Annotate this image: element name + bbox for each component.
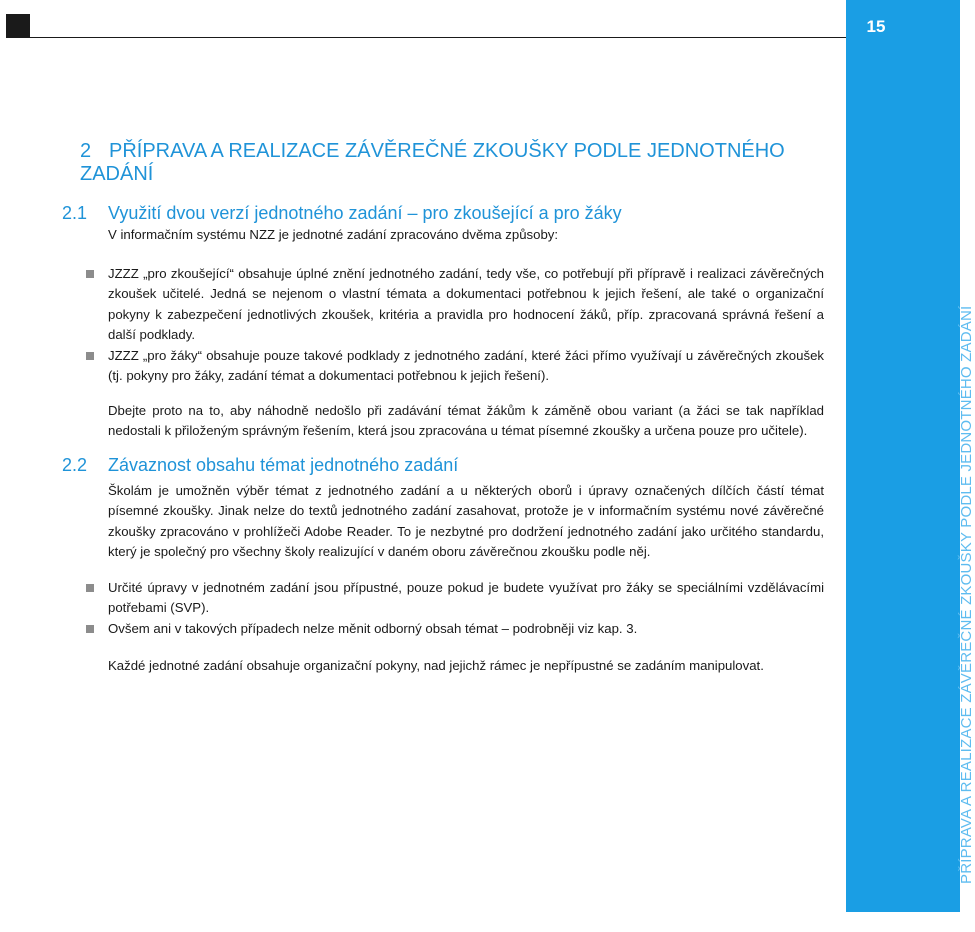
side-running-title: PŘÍPRAVA A REALIZACE ZÁVĚREČNÉ ZKOUŠKY PODLE JEDNOTNÉHO ZADÁNÍ [958, 305, 975, 884]
bullet-item-svp [108, 578, 824, 619]
side-color-band [846, 0, 960, 912]
modifications-bullet-list [108, 578, 824, 639]
page-number: 15 [866, 17, 886, 36]
section-title-2-1: Využití dvou verzí jednotného zadání – pro zkoušející a pro žáky [108, 203, 622, 223]
bullet-item-content [108, 619, 824, 639]
section-title-2-2: Závaznost obsahu témat jednotného zadání [108, 455, 459, 475]
section-number-2-2: 2.2 [62, 455, 88, 475]
square-bullet-icon [86, 584, 94, 592]
version-bullet-list [108, 264, 824, 386]
bullet-text-students: JZZZ „pro žáky“ obsahuje pouze takové podklady z jednotného zadání, které žáci přímo využívají u závěrečných zkoušek (tj. pokyny pro žáky, zadání témat a dokumentaci potřebnou k jejich řešení). [108, 347, 824, 384]
bullet-item-examiners [108, 264, 824, 346]
chapter-heading [80, 140, 800, 186]
square-bullet-icon [86, 352, 94, 360]
closing-paragraph: Každé jednotné zadání obsahuje organizační pokyny, nad jejichž rámec je nepřípustné se zadáním manipulovat. [108, 658, 764, 673]
chapter-title: PŘÍPRAVA A REALIZACE ZÁVĚREČNÉ ZKOUŠKY PODLE JEDNOTNÉHO ZADÁNÍ [80, 140, 785, 185]
section-heading-2-2 [62, 454, 822, 476]
bullet-text-svp: Určité úpravy v jednotném zadání jsou přípustné, pouze pokud je budete využívat pro žáky se speciálními vzdělávacími potřebami (SVP). [108, 580, 824, 616]
section-number-2-1: 2.1 [62, 203, 88, 223]
square-bullet-icon [86, 270, 94, 278]
section-intro-paragraph: V informačním systému NZZ je jednotné zadání zpracováno dvěma způsoby: [108, 227, 559, 242]
section-heading-2-1 [62, 202, 822, 224]
corner-square-marker [6, 14, 30, 38]
bullet-text-content: Ovšem ani v takových případech nelze měnit odborný obsah témat – podrobněji viz kap. 3. [108, 620, 638, 636]
binding-content-paragraph: Školám je umožněn výběr témat z jednotného zadání a u některých oborů i úpravy označených dílčích částí témat písemné zkoušky. Jinak nelze do textů jednotného zadání zasahovat, protože je v informačním systému nové závěrečné zkoušky zpracováno v prohlížeči Adobe Reader. To je nezbytné pro dodržení jednotného zadání jako určitého standardu, který je společný pro všechny školy realizující v daném oboru závěrečnou zkoušku podle něj. [108, 483, 824, 560]
chapter-number: 2 [80, 140, 92, 162]
bullet-text-examiners: JZZZ „pro zkoušející“ obsahuje úplné znění jednotného zadání, tedy vše, co potřebují při přípravě i realizaci závěrečných zkoušek učitelé. Jedná se nejenom o vlastní témata a dokumentaci potřebnou k jejich řešení, ale také o organizační pokyny k zabezpečení jednotlivých zkoušek, kritéria a pravidla pro hodnocení žáků, příp. zpracovaná správná řešení a další podklady. [108, 266, 824, 343]
bullet-item-students [108, 346, 824, 387]
square-bullet-icon [86, 625, 94, 633]
top-rule-divider [30, 37, 846, 38]
warning-note-paragraph: Dbejte proto na to, aby náhodně nedošlo při zadávání témat žákům k záměně obou variant (a žáci se tak například nedostali k přiloženým správným řešením, která jsou zpracována u témat písemné zkoušky a určena pouze pro učitele). [108, 403, 824, 439]
